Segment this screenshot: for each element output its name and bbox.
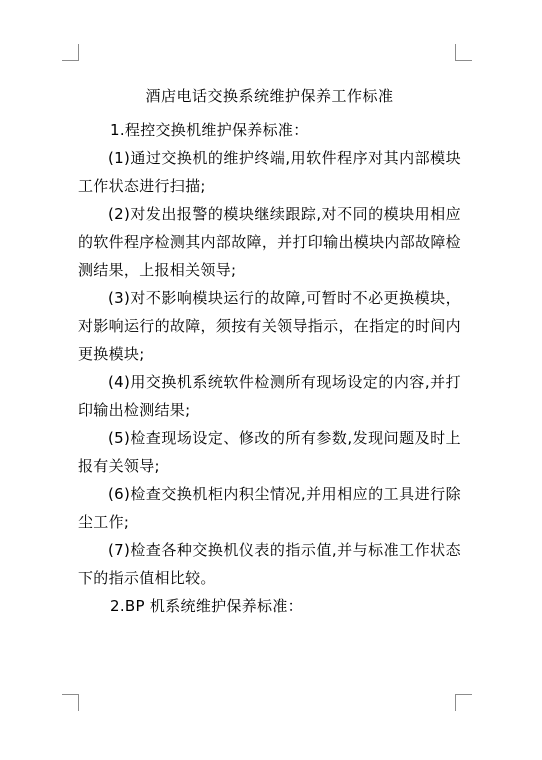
margin-corner-top-right xyxy=(455,44,472,61)
list-item-4: (4)用交换机系统软件检测所有现场设定的内容,并打印输出检测结果; xyxy=(78,373,461,419)
list-item-1: (1)通过交换机的维护终端,用软件程序对其内部模块工作状态进行扫描; xyxy=(78,149,461,195)
list-item-2: (2)对发出报警的模块继续跟踪,对不同的模块用相应的软件程序检测其内部故障，并打印输出模块内部故障检测结果，上报相关领导; xyxy=(78,205,461,279)
margin-corner-bottom-left xyxy=(62,694,79,711)
list-item-5: (5)检查现场设定、修改的所有参数,发现问题及时上报有关领导; xyxy=(78,429,461,475)
document-title: 酒店电话交换系统维护保养工作标准 xyxy=(145,87,394,105)
document-body[interactable] xyxy=(78,84,461,620)
list-item-3: (3)对不影响模块运行的故障,可暂时不必更换模块，对影响运行的故障，须按有关领导指示，在指定的时间内更换模块; xyxy=(78,289,461,363)
margin-corner-top-left xyxy=(62,44,79,61)
list-item-6: (6)检查交换机柜内积尘情况,并用相应的工具进行除尘工作; xyxy=(78,485,461,531)
section-heading-2: 2.BP 机系统维护保养标准： xyxy=(110,597,303,615)
section-heading-1: 1.程控交换机维护保养标准： xyxy=(110,121,309,139)
list-item-7: (7)检查各种交换机仪表的指示值,并与标准工作状态下的指示值相比较。 xyxy=(78,541,461,587)
margin-corner-bottom-right xyxy=(455,694,472,711)
